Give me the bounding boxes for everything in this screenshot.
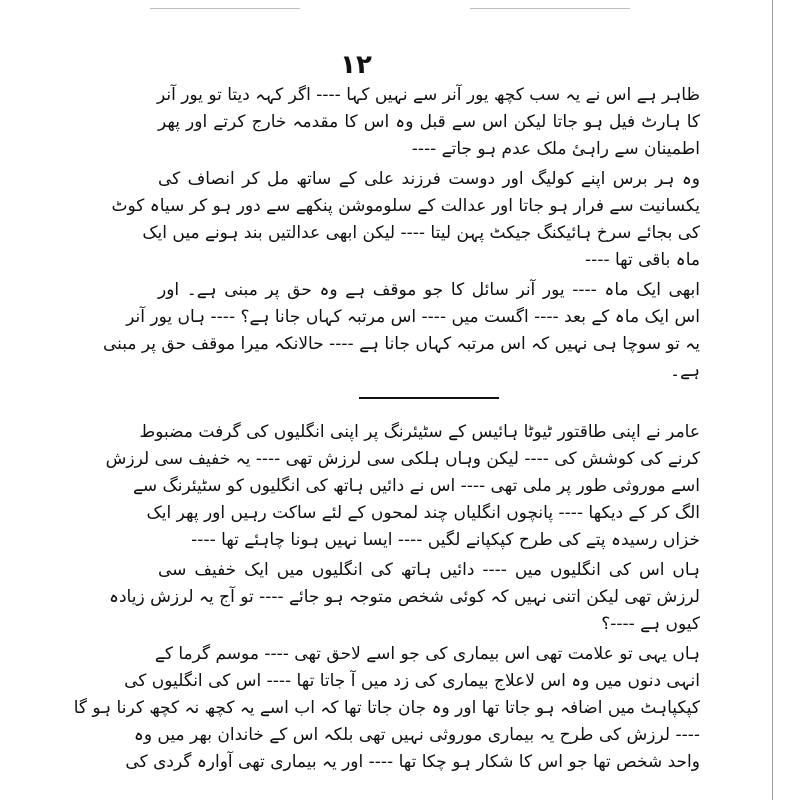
paragraph bbox=[105, 419, 700, 554]
text-line: خزاں رسیدہ پتے کی طرح کپکپانے لگیں ---- ایسا نہیں ہونا چاہئے تھا ---- bbox=[191, 530, 700, 550]
paragraph bbox=[109, 557, 700, 638]
text-line: کیوں ہے ----؟ bbox=[601, 614, 700, 634]
text-line: واحد شخص تھا جو اس کا شکار ہو چکا تھا ---- اور یہ بیماری تھی آوارہ گردی کی bbox=[125, 752, 700, 772]
text-line: الگ کر کے دیکھا ---- پانچوں انگلیاں چند لمحوں کے لئے ساکت رہیں اور پھر ایک bbox=[146, 503, 700, 523]
text-line: ابھی ایک ماہ ---- یور آنر سائل کا جو موقف ہے وہ حق پر مبنی ہے۔ اور bbox=[158, 280, 700, 300]
text-line: ہے۔ bbox=[670, 361, 700, 381]
text-line: وہ ہر برس اپنے کولیگ اور دوست فرزند علی کے ساتھ مل کر انصاف کی bbox=[158, 169, 700, 189]
paragraph bbox=[158, 82, 700, 163]
paragraph bbox=[111, 166, 700, 274]
text-line: یہ تو سوچا ہی نہیں کہ اس مرتبہ کہاں جانا ہے ---- حالانکہ میرا موقف حق پر مبنی bbox=[102, 334, 700, 354]
text-line: کپکپاہٹ میں اضافہ ہو جاتا تھا اور وہ جان جاتا تھا کہ اب اسے یہ کچھ نہ کچھ کرنا ہو گا bbox=[73, 698, 700, 718]
text-line: یکسانیت سے فرار ہو جاتا اور عدالت کے سلوموشن پنکھے سے دور ہو کر سیاہ کوٹ bbox=[111, 196, 700, 216]
section-separator bbox=[158, 385, 700, 419]
text-line: اس ایک ماہ کے بعد ---- اگست میں ---- اس مرتبہ کہاں جانا ہے؟ ---- ہاں یور آنر bbox=[126, 307, 700, 327]
paragraph bbox=[73, 641, 700, 776]
text-line: ظاہر ہے اس نے یہ سب کچھ یور آنر سے نہیں کہا ---- اگر کہہ دیتا تو یور آنر bbox=[156, 85, 700, 105]
text-line: ہاں اس کی انگلیوں میں ---- دائیں ہاتھ کی انگلیوں میں ایک خفیف سی bbox=[158, 560, 700, 580]
text-line: ماہ باقی تھا ---- bbox=[585, 250, 700, 270]
separator-rule bbox=[359, 397, 499, 399]
text-line: ---- لرزش کی طرح یہ بیماری موروثی نہیں تھی بلکہ اس کے خاندان بھر میں وہ bbox=[133, 725, 700, 745]
text-line: کا ہارٹ فیل ہو جاتا لیکن اس سے قبل وہ اس کا مقدمہ خارج کرتے اور پھر bbox=[158, 112, 700, 132]
text-line: کی بجائے سرخ ہائیکنگ جیکٹ پہن لیتا ---- لیکن ابھی عدالتیں بند ہونے میں ایک bbox=[142, 223, 700, 243]
page-number: ۱۲ bbox=[340, 50, 372, 80]
text-line: انہی دنوں میں وہ اس لاعلاج بیماری کی زد میں آ جاتا تھا ---- اس کی انگلیوں کی bbox=[124, 671, 700, 691]
text-line: ہاں یہی تو علامت تھی اس بیماری کی جو اسے لاحق تھی ---- موسم گرما کے bbox=[154, 644, 700, 664]
text-line: کرنے کی کوشش کی ---- لیکن وہاں ہلکی سی لرزش تھی ---- یہ خفیف سی لرزش bbox=[105, 449, 700, 469]
text-line: عامر نے اپنی طاقتور ٹیوٹا ہائیس کے سٹیئرنگ پر اپنی انگلیوں کی گرفت مضبوط bbox=[139, 422, 700, 442]
scan-top-edge-right bbox=[470, 8, 630, 9]
page-edge-line bbox=[772, 0, 773, 800]
page-body bbox=[73, 82, 700, 776]
paragraph bbox=[102, 277, 700, 385]
text-line: اسے موروثی طور پر ملی تھی ---- اس نے دائیں ہاتھ کی انگلیوں کو سٹیئرنگ سے bbox=[132, 476, 700, 496]
scan-top-edge-left bbox=[150, 8, 300, 9]
text-line: لرزش تھی لیکن اتنی نہیں کہ کوئی شخص متوجہ ہو جائے ---- تو آج یہ لرزش زیادہ bbox=[109, 587, 700, 607]
text-line: اطمینان سے راہیٔ ملک عدم ہو جاتے ---- bbox=[411, 139, 700, 159]
